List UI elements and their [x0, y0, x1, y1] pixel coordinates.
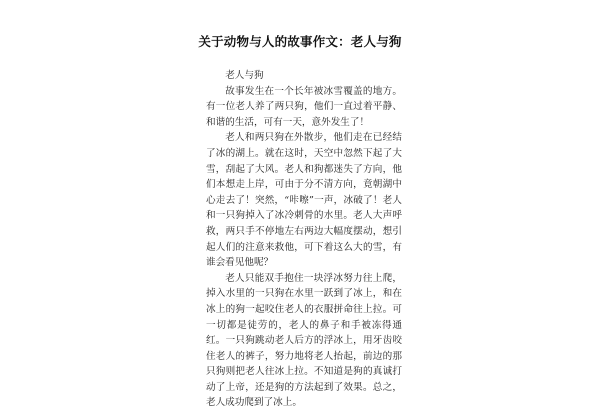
article-subtitle: 老人与狗: [225, 70, 264, 81]
article-body: [206, 68, 402, 411]
paragraph-2: 老人和两只狗在外散步，他们走在已经结了冰的湖上。就在这时，天空中忽然下起了大雪，刮起了大风。老人和狗都迷失了方向，他们本想走上岸，可由于分不清方向，竟朝湖中心走去了！突然，“咔嚓”一声，冰破了！老人和一只狗掉入了冰冷刺骨的水里。老人大声呼救，两只手不停地左右两边大幅度摆动，想引起人们的注意来救他，可下着这么大的雪，有谁会看见他呢？: [206, 132, 402, 269]
paragraph-1: 故事发生在一个长年被冰雪覆盖的地方。有一位老人养了两只狗，他们一直过着平静、和谐的生活，可有一天，意外发生了！: [206, 85, 402, 128]
paragraph-3: 老人只能双手抱住一块浮冰努力往上爬，掉入水里的一只狗在水里一跃到了冰上，和在冰上的狗一起咬住老人的衣服拼命往上拉。可一切都是徒劳的，老人的鼻子和手被冻得通红。一只狗跳动老人后方的浮冰上，用牙齿咬住老人的裤子，努力地将老人抬起，前边的那只狗则把老人往冰上拉。不知道是狗的真诚打动了上帝，还是狗的方法起到了效果。总之，老人成功爬到了冰上。: [206, 272, 402, 409]
document-title: 关于动物与人的故事作文：老人与狗: [198, 34, 402, 49]
